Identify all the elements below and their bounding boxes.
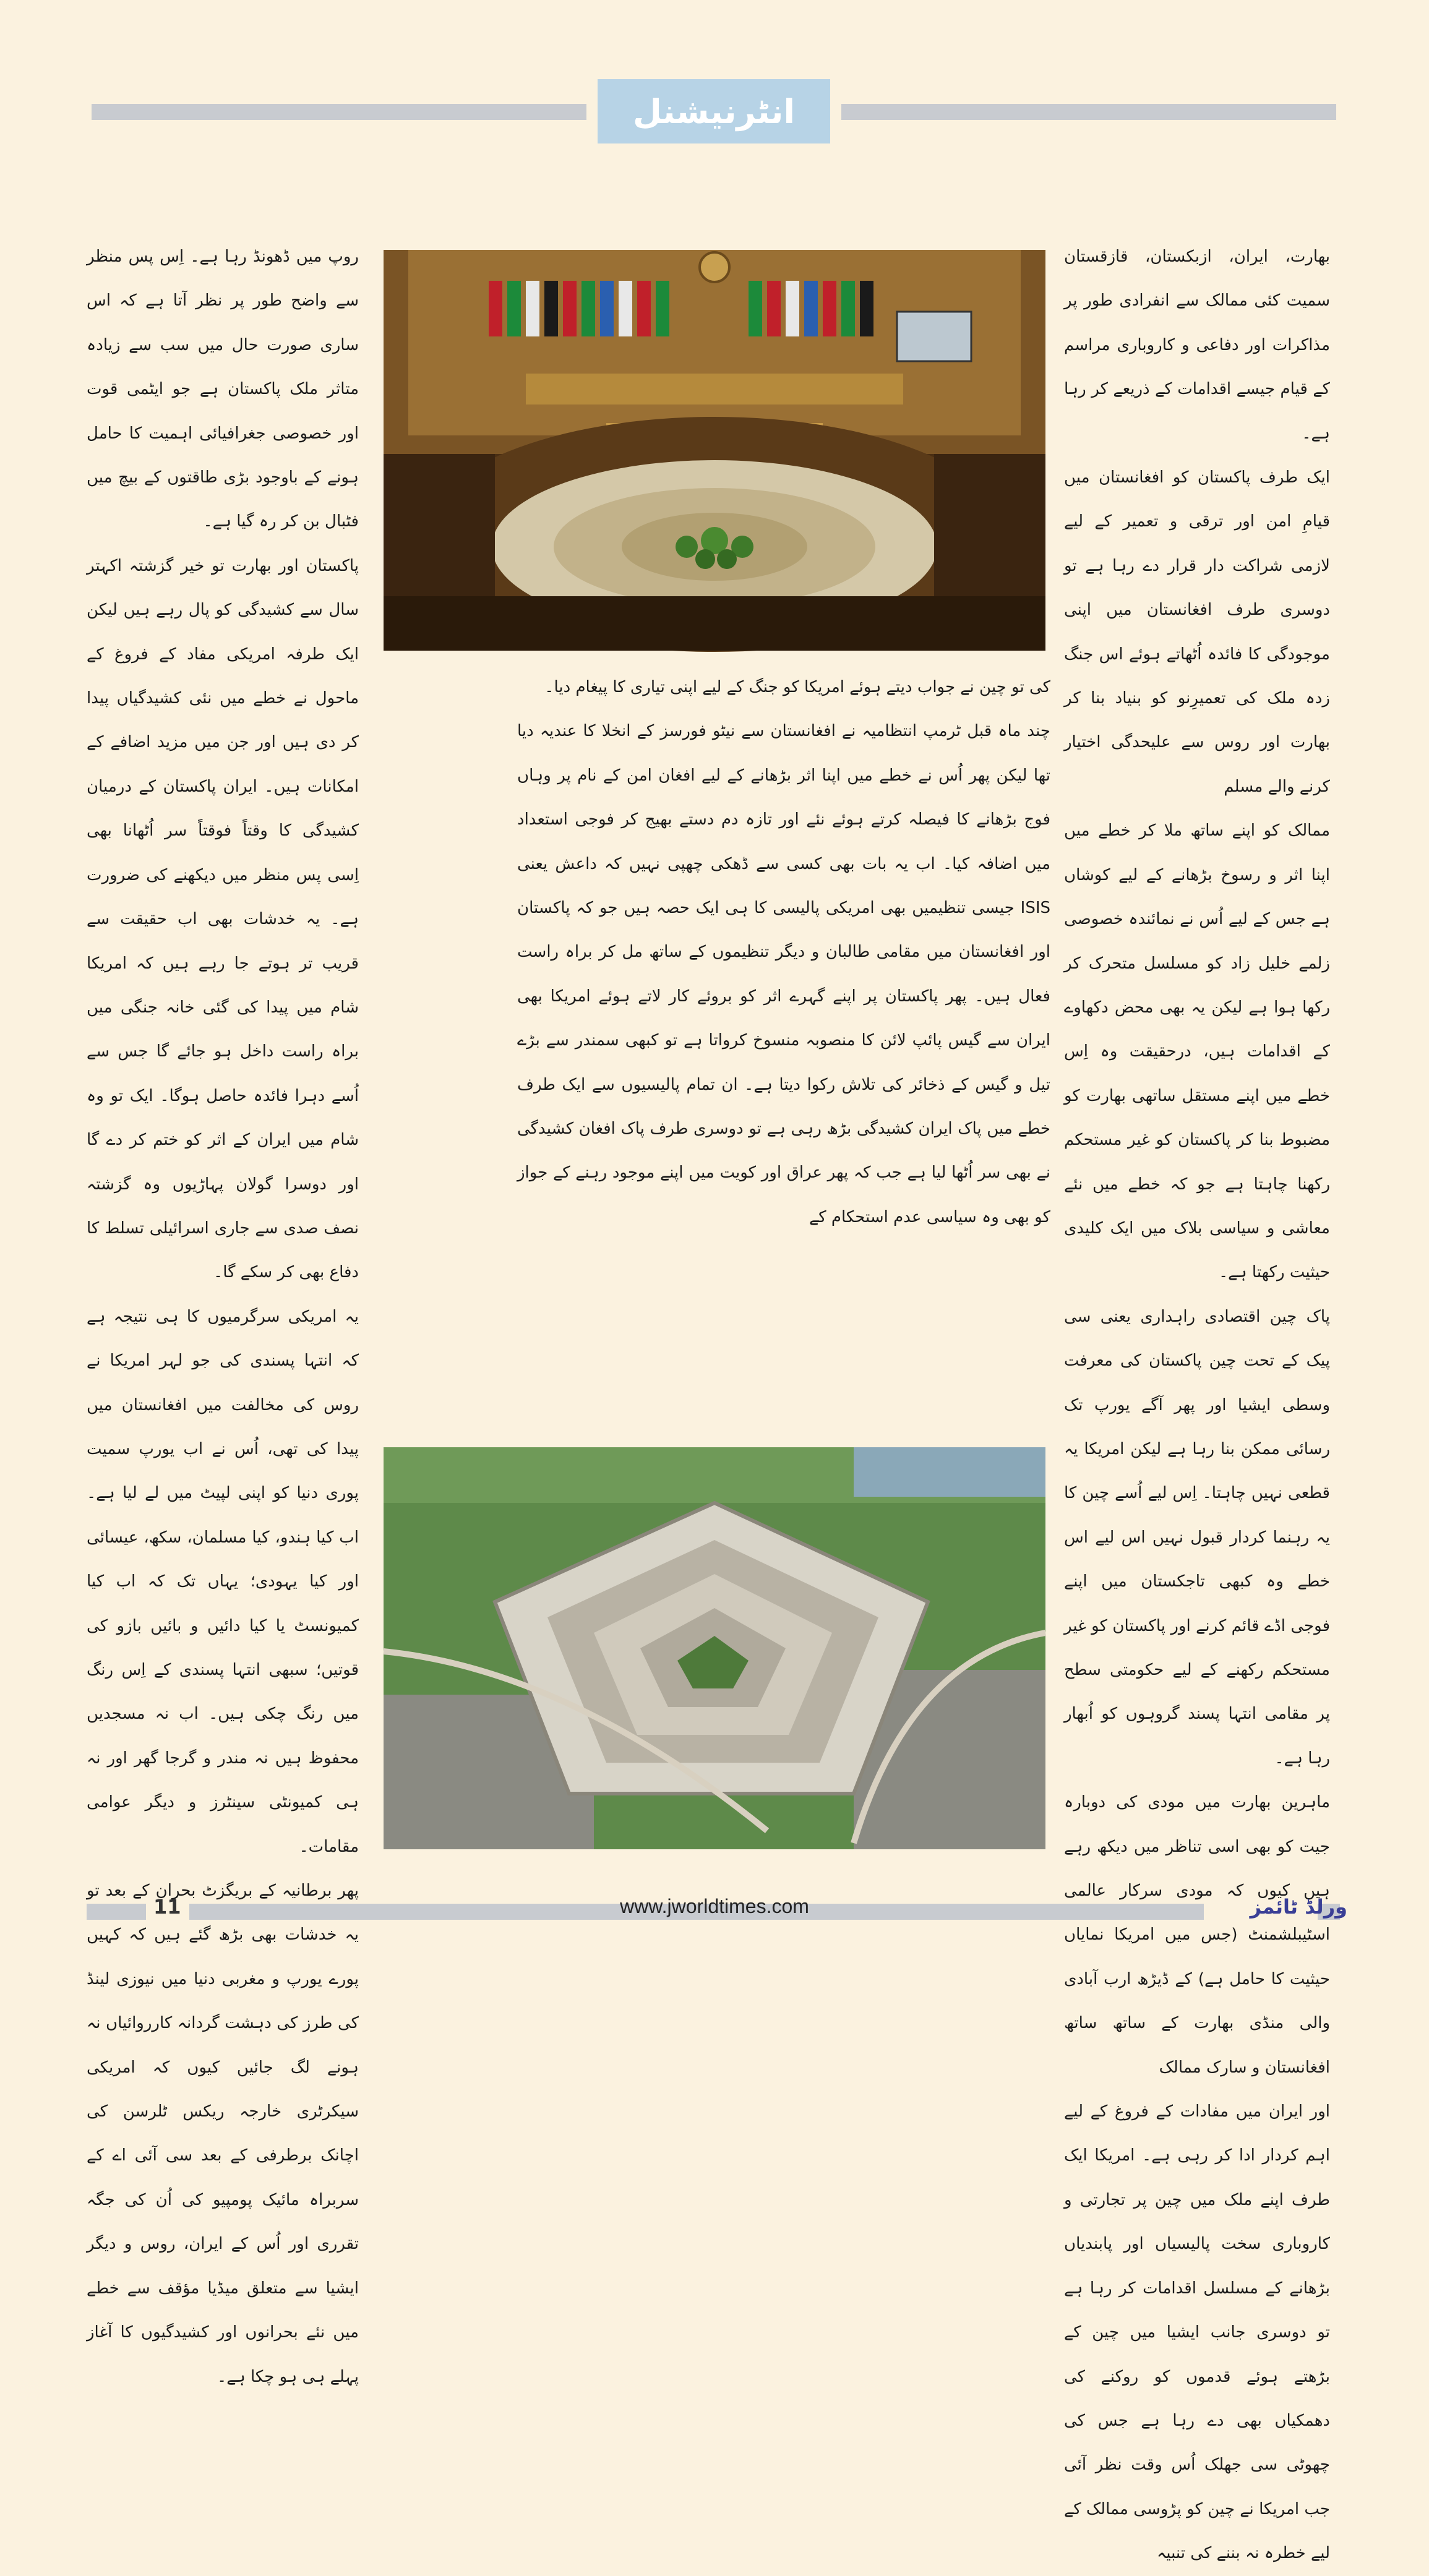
- section-title: انٹرنیشنل: [598, 79, 830, 143]
- paragraph: کی تو چین نے جواب دیتے ہوئے امریکا کو جنگ کے لیے اپنی تیاری کا پیغام دیا۔: [544, 678, 1050, 696]
- assembly-hall-illustration: [384, 250, 1045, 651]
- paragraph: پاک چین اقتصادی راہداری یعنی سی پیک کے تحت چین پاکستان کی معرفت وسطی ایشیا اور پھر آگے یورپ تک رسائی ممکن بنا رہا ہے لیکن امریکا یہ قطعی نہیں چاہتا۔ اِس لیے اُسے چین کا یہ رہنما کردار قبول نہیں اس لیے اس خطے وہ کبھی تاجکستان میں اپنے فوجی اڈے قائم کرنے اور پاکستان کو غیر مستحکم رکھنے کے لیے حکومتی سطح پر مقامی انتہا پسند گروہوں کو اُبھار رہا ہے۔: [1064, 1307, 1330, 1768]
- paragraph: پاکستان اور بھارت تو خیر گزشتہ اکہتر سال سے کشیدگی کو پال رہے ہیں لیکن ایک طرفہ امریکی مفاد کے فروغ کے ماحول نے خطے میں نئی کشیدگیاں پیدا کر دی ہیں اور جن میں مزید اضافے کے امکانات ہیں۔ ایران پاکستان کے درمیان کشیدگی کا وقتاً فوقتاً سر اُٹھانا بھی اِسی پس منظر میں دیکھنے کی ضرورت ہے۔ یہ خدشات بھی اب حقیقت سے قریب تر ہوتے جا رہے ہیں کہ امریکا شام میں پیدا کی گئی خانہ جنگی میں براہ راست داخل ہو جائے گا جس سے اُسے دہرا فائدہ حاصل ہوگا۔ ایک تو وہ شام میں ایران کے اثر کو ختم کر دے گا اور دوسرا گولان پہاڑیوں وہ گزشتہ نصف صدی سے جاری اسرائیلی تسلط کا دفاع بھی کر سکے گا۔: [87, 556, 359, 1282]
- website-url[interactable]: www.jworldtimes.com: [620, 1895, 809, 1917]
- assembly-hall-photo: [384, 250, 1045, 651]
- aerial-building-photo: [384, 1447, 1045, 1849]
- paragraph: اور ایران میں مفادات کے فروغ کے لیے اہم کردار ادا کر رہی ہے۔ امریکا ایک طرف اپنے ملک میں چین پر تجارتی و کاروباری سخت پالیسیاں اور پابندیاں بڑھانے کے مسلسل اقدامات کر رہا ہے تو دوسری جانب ایشیا میں چین کے بڑھتے ہوئے قدموں کو روکنے کی دھمکیاں بھی دے رہا ہے جس کی چھوٹی سی جھلک اُس وقت نظر آئی جب امریکا نے چین کو پڑوسی ممالک کے لیے خطرہ نہ بننے کی تنبیہ: [1064, 2102, 1330, 2563]
- paragraph: ماہرین بھارت میں مودی کی دوبارہ جیت کو بھی اسی تناظر میں دیکھ رہے ہیں کیوں کہ مودی سرکار عالمی اسٹیبلشمنٹ (جس میں امریکا نمایاں حیثیت کا حامل ہے) کے ڈیڑھ ارب آبادی والی منڈی بھارت کے ساتھ ساتھ افغانستان و سارک ممالک: [1064, 1793, 1330, 2077]
- header-rule-right: [841, 104, 1336, 120]
- magazine-brand: ورلڈ ٹائمز: [1250, 1895, 1347, 1919]
- aerial-building-illustration: [384, 1447, 1045, 1849]
- paragraph: ممالک کو اپنے ساتھ ملا کر خطے میں اپنا اثر و رسوخ بڑھانے کے لیے کوشاں ہے جس کے لیے اُس نے نمائندہ خصوصی زلمے خلیل زاد کو مسلسل متحرک کر رکھا ہوا ہے لیکن یہ بھی محض دکھاوے کے اقدامات ہیں، درحقیقت وہ اِس خطے میں اپنے مستقل ساتھی بھارت کو مضبوط بنا کر پاکستان کو غیر مستحکم رکھنا چاہتا ہے جو کہ خطے میں نئے معاشی و سیاسی بلاک میں ایک کلیدی حیثیت رکھتا ہے۔: [1064, 821, 1330, 1282]
- page-number: 11: [153, 1895, 181, 1919]
- paragraph: یہ امریکی سرگرمیوں کا ہی نتیجہ ہے کہ انتہا پسندی کی جو لہر امریکا نے روس کی مخالفت میں افغانستان میں پیدا کی تھی، اُس نے اب یورپ سمیت پوری دنیا کو اپنی لپیٹ میں لے لیا ہے۔ اب کیا ہندو، کیا مسلمان، سکھ، عیسائی اور کیا یہودی؛ یہاں تک کہ اب کیا کمیونسٹ یا کیا دائیں و بائیں بازو کی قوتیں؛ سبھی انتہا پسندی کے اِس رنگ میں رنگ چکی ہیں۔ اب نہ مسجدیں محفوظ ہیں نہ مندر و گرجا گھر اور نہ ہی کمیونٹی سینٹرز و دیگر عوامی مقامات۔: [87, 1307, 359, 1856]
- paragraph: چند ماہ قبل ٹرمپ انتظامیہ نے افغانستان سے نیٹو فورسز کے انخلا کا عندیہ دیا تھا لیکن پھر اُس نے خطے میں اپنا اثر بڑھانے کے لیے افغان امن کے نام پر وہاں فوج بڑھانے کا فیصلہ کرتے ہوئے نئے اور تازہ دم دستے بھیج کر فوجی استعداد میں اضافہ کیا۔ اب یہ بات بھی کسی سے ڈھکی چھپی نہیں کہ داعش یعنی ISIS جیسی تنظیمیں بھی امریکی پالیسی کا ہی ایک حصہ ہیں جو کہ پاکستان اور افغانستان میں مقامی طالبان و دیگر تنظیموں کے ساتھ مل کر براہ راست فعال ہیں۔ پھر پاکستان پر اپنے گہرے اثر کو بروئے کار لاتے ہوئے امریکا بھی ایران سے گیس پائپ لائن کا منصوبہ منسوخ کرواتا ہے تو کبھی سمندر سے بڑے تیل و گیس کے ذخائر کی تلاش رکوا دیتا ہے۔ ان تمام پالیسیوں سے ایک طرف خطے میں پاک ایران کشیدگی بڑھ رہی ہے تو دوسری طرف پاک افغان کشیدگی نے بھی سر اُٹھا لیا ہے جب کہ پھر عراق اور کویت میں اپنے موجود رہنے کے جواز کو بھی وہ سیاسی عدم استحکام کے: [517, 722, 1050, 1226]
- header-rule-left: [92, 104, 586, 120]
- paragraph: ایک طرف پاکستان کو افغانستان میں قیامِ امن اور ترقی و تعمیر کے لیے لازمی شراکت دار قرار دے رہا ہے تو دوسری طرف افغانستان میں اپنی موجودگی کا فائدہ اُٹھاتے ہوئے اس جنگ زدہ ملک کی تعمیرِنو کو بنیاد بنا کر بھارت اور روس سے علیحدگی اختیار کرنے والے مسلم: [1064, 468, 1330, 796]
- paragraph: پھر برطانیہ کے بریگزٹ بحران کے بعد تو یہ خدشات بھی بڑھ گئے ہیں کہ کہیں پورے یورپ و مغربی دنیا میں نیوزی لینڈ کی طرز کی دہشت گردانہ کارروائیاں نہ ہونے لگ جائیں کیوں کہ امریکی سیکرٹری خارجہ ریکس ٹلرسن کی اچانک برطرفی کے بعد سی آئی اے کے سربراہ مائیک پومپیو کی اُن کی جگہ تقرری اور اُس کے ایران، روس و دیگر ایشیا سے متعلق میڈیا مؤقف سے خطے میں نئے بحرانوں اور کشیدگیوں کا آغاز پہلے ہی ہو چکا ہے۔: [87, 1881, 359, 2386]
- article-column-middle: [517, 665, 1050, 1445]
- paragraph: روپ میں ڈھونڈ رہا ہے۔ اِس پس منظر سے واضح طور پر نظر آتا ہے کہ اس ساری صورت حال میں سب سے زیادہ متاثر ملک پاکستان ہے جو ایٹمی قوت اور خصوصی جغرافیائی اہمیت کا حامل ہونے کے باوجود بڑی طاقتوں کے بیچ میں فٹبال بن کر رہ گیا ہے۔: [87, 247, 359, 531]
- paragraph: بھارت، ایران، ازبکستان، قازقستان سمیت کئی ممالک سے انفرادی طور پر مذاکرات اور دفاعی و کاروباری مراسم کے قیام جیسے اقدامات کے ذریعے کر رہا ہے۔: [1064, 247, 1330, 443]
